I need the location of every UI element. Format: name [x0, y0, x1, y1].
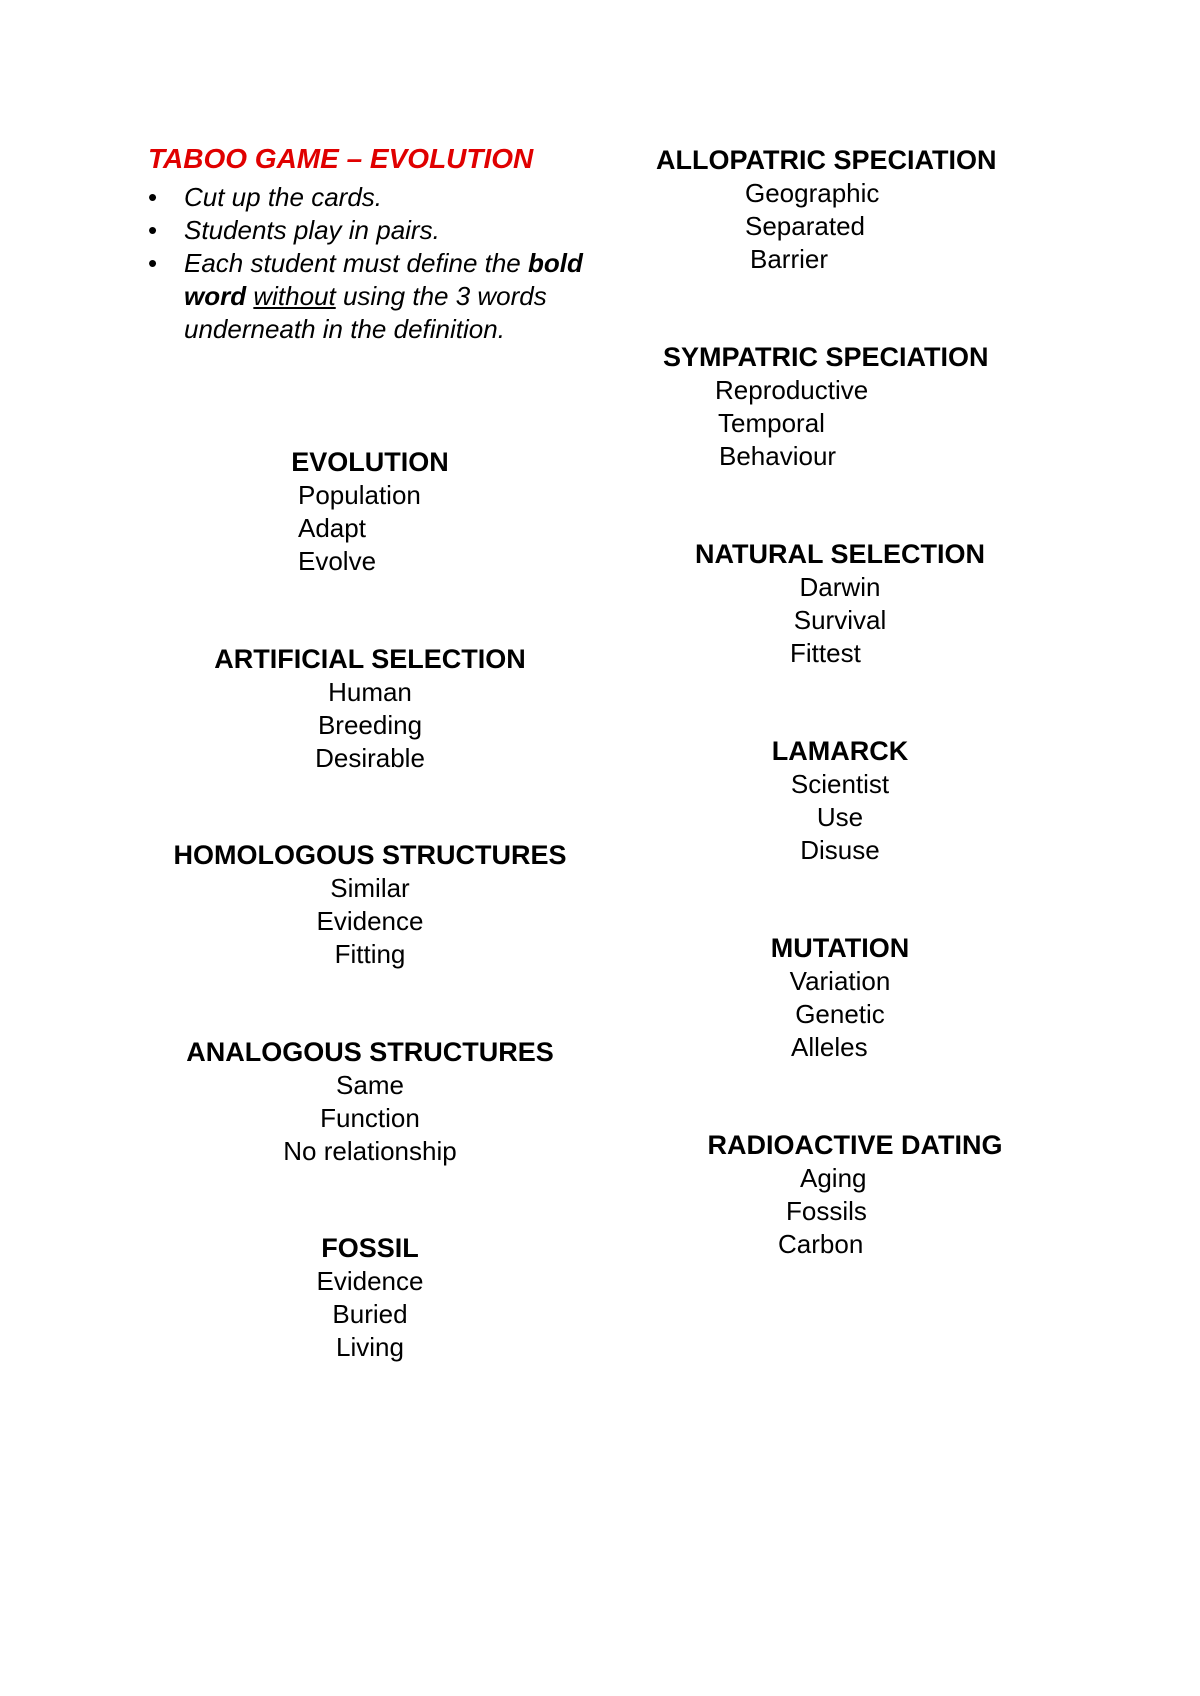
card-word: Aging	[800, 1163, 867, 1193]
card-word: Adapt	[298, 513, 366, 543]
instruction-text: Cut up the cards.	[184, 182, 382, 212]
instruction-item	[148, 247, 588, 346]
card-title: EVOLUTION	[291, 447, 449, 477]
card-word: Carbon	[778, 1229, 864, 1259]
taboo-card-lamarck	[630, 734, 1050, 867]
card-title: LAMARCK	[771, 736, 909, 766]
card-word: Darwin	[799, 572, 881, 602]
card-word: Variation	[789, 966, 891, 996]
instruction-underlined-text: without	[253, 281, 336, 311]
page-title: TABOO GAME – EVOLUTION	[148, 143, 534, 174]
card-word: Genetic	[795, 999, 885, 1029]
instruction-bold-text: bold word	[184, 248, 583, 311]
card-title: ARTIFICIAL SELECTION	[214, 644, 526, 674]
card-word: Geographic	[745, 178, 880, 208]
card-word: Separated	[745, 211, 865, 241]
card-word: Disuse	[800, 835, 880, 865]
card-word: Desirable	[315, 743, 425, 773]
card-word: Temporal	[718, 408, 825, 438]
card-word: Fossils	[786, 1196, 867, 1226]
card-title: FOSSIL	[321, 1233, 419, 1263]
taboo-card-evolution	[160, 445, 580, 578]
taboo-card-allopatric-speciation	[630, 143, 1050, 276]
card-word: Function	[320, 1103, 420, 1133]
taboo-card-fossil	[160, 1231, 580, 1364]
card-word: Buried	[332, 1299, 408, 1329]
card-word: Reproductive	[715, 375, 869, 405]
instruction-text: Students play in pairs.	[184, 215, 440, 245]
card-word: Fitting	[334, 939, 406, 969]
card-word: Evolve	[298, 546, 377, 576]
card-word: Population	[298, 480, 421, 510]
card-word: Fittest	[790, 638, 861, 668]
taboo-card-natural-selection	[630, 537, 1050, 670]
card-word: No relationship	[283, 1136, 457, 1166]
card-title: NATURAL SELECTION	[695, 539, 985, 569]
card-title: ANALOGOUS STRUCTURES	[186, 1037, 554, 1067]
card-title: ALLOPATRIC SPECIATION	[656, 145, 997, 175]
taboo-card-sympatric-speciation	[630, 340, 1050, 473]
taboo-card-homologous-structures	[160, 838, 580, 971]
card-word: Behaviour	[719, 441, 837, 471]
taboo-card-radioactive-dating	[645, 1128, 1065, 1261]
card-word: Evidence	[316, 1266, 424, 1296]
card-word: Breeding	[317, 710, 423, 740]
instruction-text: using the 3 words underneath in the definition.	[184, 281, 547, 344]
instructions-list	[148, 181, 588, 346]
card-word: Use	[816, 802, 864, 832]
card-word: Evidence	[316, 906, 424, 936]
instruction-item	[148, 214, 588, 247]
card-title: RADIOACTIVE DATING	[707, 1130, 1003, 1160]
bullet-icon: •	[148, 248, 158, 278]
card-title: SYMPATRIC SPECIATION	[663, 342, 989, 372]
card-word: Similar	[330, 873, 410, 903]
taboo-card-artificial-selection	[160, 642, 580, 775]
card-word: Alleles	[791, 1032, 868, 1062]
instruction-text: Each student must define the	[184, 248, 521, 278]
card-word: Scientist	[790, 769, 890, 799]
bullet-icon: •	[148, 215, 158, 245]
card-word: Living	[336, 1332, 404, 1362]
card-title: HOMOLOGOUS STRUCTURES	[173, 840, 567, 870]
taboo-card-analogous-structures	[160, 1035, 580, 1168]
card-word: Same	[336, 1070, 404, 1100]
card-title: MUTATION	[770, 933, 910, 963]
card-word: Barrier	[750, 244, 829, 274]
taboo-card-mutation	[630, 931, 1050, 1064]
card-word: Survival	[793, 605, 887, 635]
bullet-icon: •	[148, 182, 158, 212]
instruction-item	[148, 181, 588, 214]
card-word: Human	[328, 677, 412, 707]
